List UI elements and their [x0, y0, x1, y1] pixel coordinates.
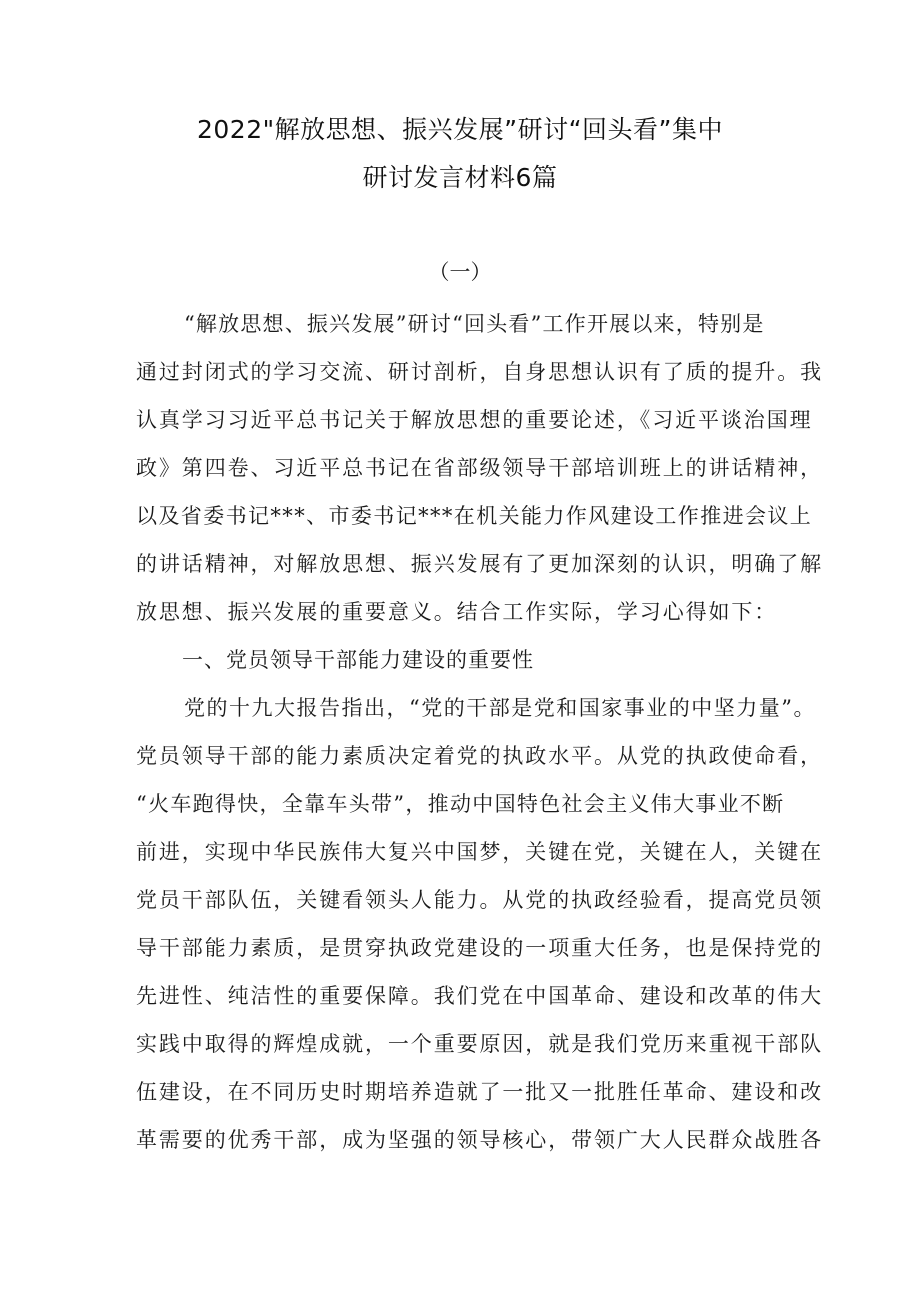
section-number: （一） — [428, 260, 492, 284]
paragraph-line: 以及省委书记***、市委书记***在机关能力作风建设工作推进会议上 — [136, 504, 813, 528]
paragraph-line: “火车跑得快，全靠车头带”，推动中国特色社会主义伟大事业不断 — [136, 792, 785, 816]
paragraph-line: 放思想、振兴发展的重要意义。结合工作实际，学习心得如下： — [136, 600, 778, 624]
document-title-line-2: 研讨发言材料6篇 — [362, 163, 558, 192]
paragraph-line: 的讲话精神，对解放思想、振兴发展有了更加深刻的认识，明确了解 — [136, 552, 823, 576]
paragraph-line: 政》第四卷、习近平总书记在省部级领导干部培训班上的讲话精神， — [136, 456, 823, 480]
paragraph-line: 革需要的优秀干部，成为坚强的领导核心，带领广大人民群众战胜各 — [136, 1128, 823, 1152]
paragraph-line: 党员干部队伍，关键看领头人能力。从党的执政经验看，提高党员领 — [136, 888, 823, 912]
paragraph-line: 党的十九大报告指出，“党的干部是党和国家事业的中坚力量”。 — [184, 696, 816, 720]
section-heading: 一、党员领导干部能力建设的重要性 — [182, 648, 534, 672]
document-title-line-1: 2022"解放思想、振兴发展”研讨“回头看”集中 — [197, 115, 723, 144]
paragraph-line: 前进，实现中华民族伟大复兴中国梦，关键在党，关键在人，关键在 — [136, 840, 823, 864]
paragraph-line: “解放思想、振兴发展”研讨“回头看”工作开展以来，特别是 — [184, 312, 765, 336]
paragraph-line: 党员领导干部的能力素质决定着党的执政水平。从党的执政使命看， — [136, 744, 823, 768]
paragraph-line: 实践中取得的辉煌成就，一个重要原因，就是我们党历来重视干部队 — [136, 1032, 823, 1056]
paragraph-line: 伍建设，在不同历史时期培养造就了一批又一批胜任革命、建设和改 — [136, 1080, 823, 1104]
paragraph-line: 先进性、纯洁性的重要保障。我们党在中国革命、建设和改革的伟大 — [136, 984, 823, 1008]
paragraph-line: 导干部能力素质，是贯穿执政党建设的一项重大任务，也是保持党的 — [136, 936, 823, 960]
paragraph-line: 通过封闭式的学习交流、研讨剖析，自身思想认识有了质的提升。我 — [136, 360, 823, 384]
paragraph-line: 认真学习习近平总书记关于解放思想的重要论述，《习近平谈治国理 — [136, 408, 813, 432]
